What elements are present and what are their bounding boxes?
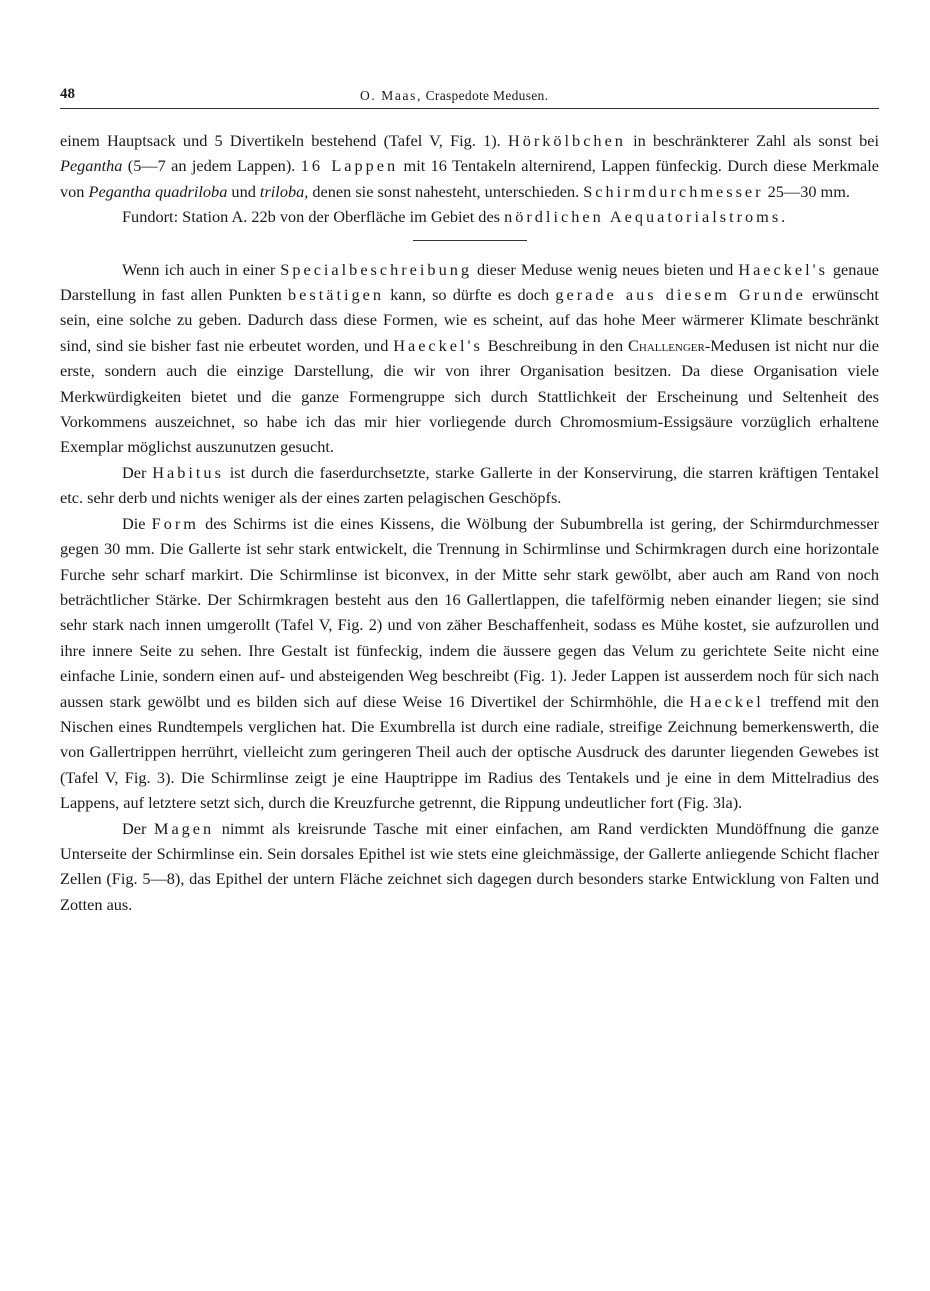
text-run: und xyxy=(231,181,256,201)
running-head xyxy=(360,88,548,104)
expedition-name: Challenger xyxy=(628,335,705,355)
spaced-term: gerade aus diesem Grunde xyxy=(555,285,806,305)
text-run: 25—30 mm. xyxy=(767,181,850,201)
section-divider xyxy=(413,240,527,241)
form-paragraph xyxy=(60,511,879,816)
page-number: 48 xyxy=(60,86,75,102)
spaced-term: Form xyxy=(151,513,199,533)
author-name: Haeckel's xyxy=(393,335,483,355)
taxon-name: Pegantha quadriloba xyxy=(88,181,228,201)
taxon-name: Pegantha xyxy=(60,156,123,176)
text-run: genaue Darstellung in fast allen Punkten xyxy=(60,259,880,305)
page-header xyxy=(60,86,879,109)
fundort-paragraph xyxy=(60,204,879,229)
spaced-term: Hörkölbchen xyxy=(507,131,626,150)
text-run: Der xyxy=(122,462,147,482)
text-run: -Medusen ist nicht nur die erste, sondern auch die einzige Darstellung, die wir von ihrer Organisation besitzen. Da diese Organisation viele Merkwürdigkeiten bietet und die ganze Formengruppe sich durch Stattlichkeit der Erscheinung und Seltenheit des Vorkommens auszeichnet, so habe ich das mir hier vorliegende durch Chromosmium-Essigsäure vorzüglich erhaltene Exemplar möglichst auszunutzen gesucht. xyxy=(60,335,879,457)
magen-paragraph xyxy=(60,816,879,918)
body-text xyxy=(60,128,879,917)
spaced-term: Specialbeschreibung xyxy=(280,259,472,279)
running-head-title: Craspedote Medusen. xyxy=(425,88,549,103)
text-run: ist durch die faserdurchsetzte, starke Gallerte in der Konservirung, die starren kräftigen Tentakel etc. sehr derb und nichts weniger als der eines zarten pelagischen Geschöpfs. xyxy=(60,462,879,508)
text-run: denen sie sonst nahesteht, unterschieden. xyxy=(312,181,580,201)
text-run: Fundort: Station A. 22b von der Oberfläche im Gebiet des xyxy=(122,207,501,227)
spaced-term: nördlichen Aequatorialstroms. xyxy=(504,207,789,227)
spaced-term: Schirmdurchmesser xyxy=(583,181,764,201)
author-name: Haeckel's xyxy=(738,259,828,279)
text-run: Die xyxy=(122,513,146,533)
running-head-author: O. Maas, xyxy=(360,88,422,103)
text-run: dieser Meduse wenig neues bieten und xyxy=(476,259,734,279)
taxon-name: triloba, xyxy=(259,181,309,201)
intro-paragraph xyxy=(60,257,879,460)
text-run: mit 16 Tentakeln alternirend, Lappen fünfeckig. Durch diese Merkmale von xyxy=(60,156,880,201)
text-run: des Schirms ist die eines Kissens, die Wölbung der Subumbrella ist gering, der Schirmdurchmesser gegen 30 mm. Die Gallerte ist sehr stark entwickelt, die Trennung in Schirmlinse und Schirmkragen durch eine horizontale Furche sehr scharf markirt. Die Schirmlinse ist biconvex, in der Mitte sehr stark gewölbt, aber auch am Rand von noch beträchtlicher Stärke. Der Schirmkragen besteht aus den 16 Gallertlappen, die tafelförmig neben einander liegen; sie sind sehr stark nach innen umgerollt (Tafel V, Fig. 2) und von zäher Beschaffenheit, sodass es Mühe kostet, sie aufzurollen und ihre innere Seite zu sehen. Ihre Gestalt ist fünfeckig, indem die äussere gegen das Velum zu gerichtete Seite nicht eine einfache Linie, sondern einen auf- und absteigenden Weg beschreibt (Fig. 1). Jeder Lappen ist ausserdem noch für sich nach aussen stark gewölbt und es bilden sich auf diese Weise 16 Divertikel der Schirmhöhle, die xyxy=(60,513,879,711)
text-run: einem Hauptsack und 5 Divertikeln bestehend (Tafel V, Fig. 1). xyxy=(60,131,501,150)
text-run: nimmt als kreisrunde Tasche mit einer einfachen, am Rand verdickten Mundöffnung die ganze Unterseite der Schirmlinse ein. Sein dorsales Epithel ist wie stets eine gleichmässige, der Gallerte anliegende Schicht flacher Zellen (Fig. 5—8), das Epithel der untern Fläche zeichnet sich dagegen durch besonders starke Entwicklung von Falten und Zotten aus. xyxy=(60,818,879,914)
text-run: in beschränkterer Zahl als sonst bei xyxy=(633,131,879,150)
species-description-paragraph xyxy=(60,128,879,204)
text-run: Der xyxy=(122,818,147,838)
text-run: treffend mit den Nischen eines Rundtempels verglichen hat. Die Exumbrella ist durch eine radiale, streifige Zeichnung bemerkenswerth, die von Gallertrippen herrührt, vielleicht zum geringeren Theil auch der optische Ausdruck des darunter liegenden Gewebes ist (Tafel V, Fig. 3). Die Schirmlinse zeigt je eine Hauptrippe im Radius des Tentakels und je eine in dem Mittelradius des Lappens, auf letztere setzt sich, durch die Kreuzfurche getrennt, die Rippung undeutlicher fort (Fig. 3la). xyxy=(60,691,879,813)
text-run: kann, so dürfte es doch xyxy=(390,285,550,305)
text-run: Wenn ich auch in einer xyxy=(122,259,276,279)
spaced-term: Habitus xyxy=(152,462,224,482)
text-run: erwünscht sein, eine solche zu geben. Dadurch dass diese Formen, wie es scheint, auf das hohe Meer wärmerer Klimate beschränkt sind, sind sie bisher fast nie erbeutet worden, und xyxy=(60,285,879,355)
text-run: Beschreibung in den xyxy=(487,335,624,355)
author-name: Haeckel xyxy=(689,691,764,711)
text-run: (5—7 an jedem Lappen). xyxy=(127,156,296,176)
spaced-term: Magen xyxy=(153,818,215,838)
spaced-term: bestätigen xyxy=(288,285,385,305)
spaced-term: 16 Lappen xyxy=(300,156,399,176)
habitus-paragraph xyxy=(60,460,879,511)
